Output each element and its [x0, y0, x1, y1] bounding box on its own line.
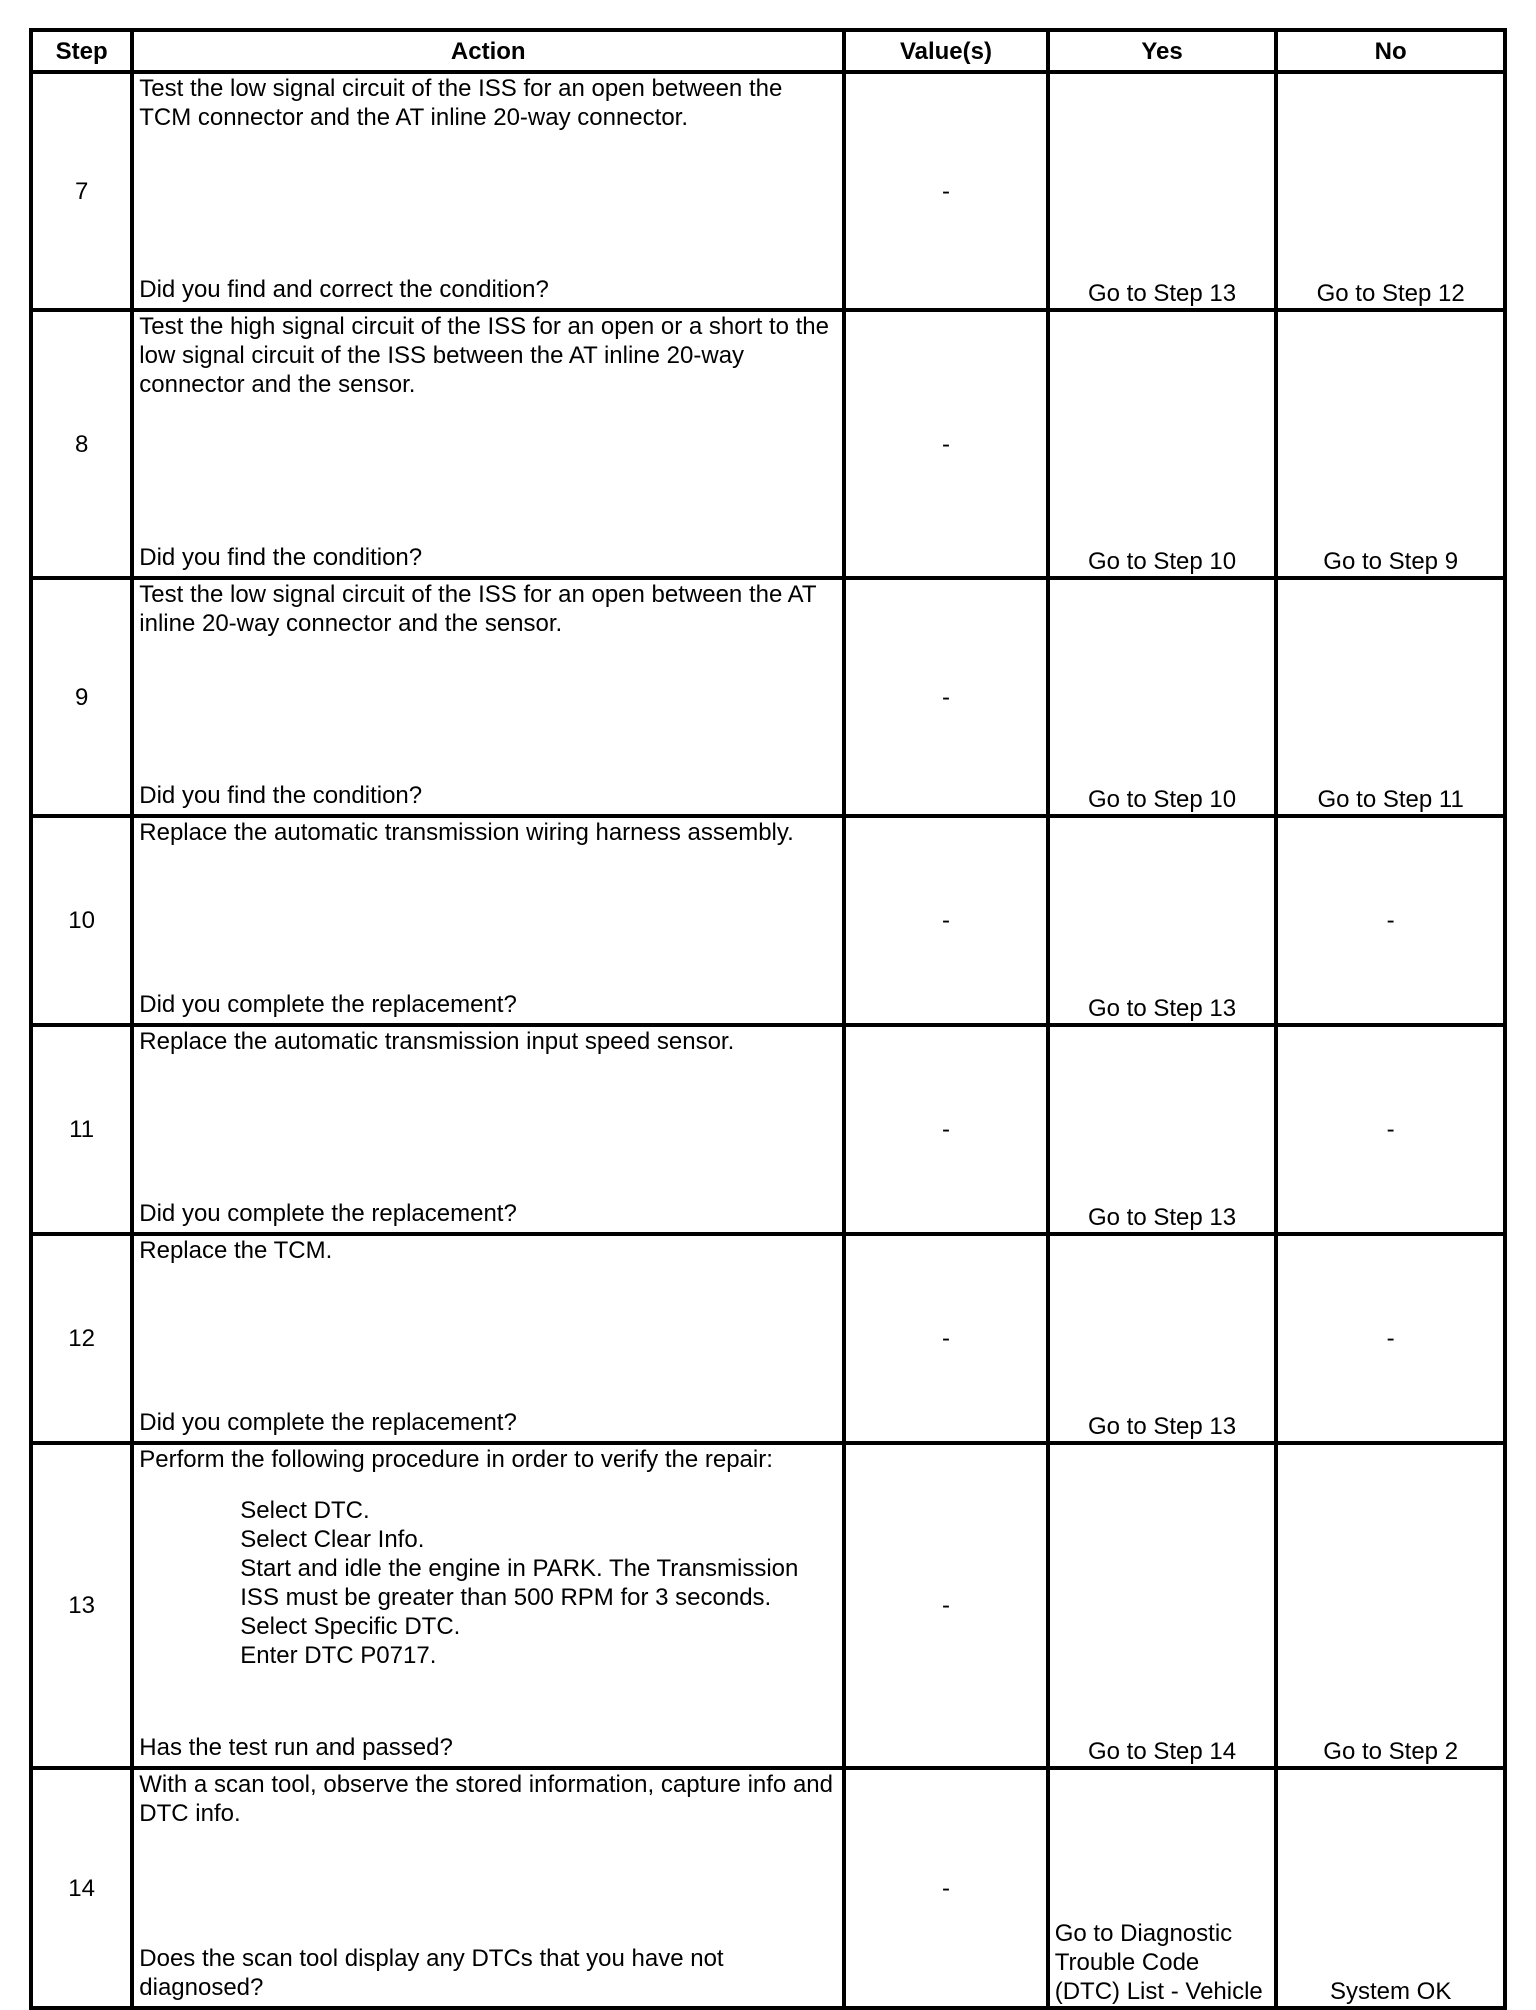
table-row	[31, 1025, 1505, 1234]
substep-item: Select Specific DTC.	[240, 1613, 461, 1640]
substep-item: Select DTC.	[240, 1497, 370, 1524]
value-cell: -	[844, 816, 1048, 1025]
substep-item: Enter DTC P0717.	[240, 1642, 437, 1669]
no-cell: -	[1276, 1025, 1505, 1234]
action-instruction: Test the high signal circuit of the ISS for an open or a short to the low signal circuit of the ISS between the AT inline 20-way connector and the sensor.	[139, 313, 829, 398]
action-instruction: With a scan tool, observe the stored information, capture info and DTC info.	[139, 1771, 833, 1827]
no-cell: Go to Step 12	[1276, 72, 1505, 310]
no-cell: System OK	[1276, 1768, 1505, 2008]
substep-item: Start and idle the engine in PARK. The Transmission ISS must be greater than 500 RPM for 3 seconds.	[240, 1555, 799, 1611]
step-number: 7	[31, 72, 132, 310]
action-cell	[132, 1768, 844, 2008]
table-row	[31, 72, 1505, 310]
yes-cell: Go to Step 10	[1048, 578, 1277, 816]
action-question: Did you complete the replacement?	[139, 991, 517, 1018]
step-number: 8	[31, 310, 132, 578]
action-question: Does the scan tool display any DTCs that you have not diagnosed?	[139, 1945, 724, 2001]
action-cell	[132, 1025, 844, 1234]
action-question: Did you complete the replacement?	[139, 1200, 517, 1227]
yes-cell: Go to Step 13	[1048, 1025, 1277, 1234]
value-cell: -	[844, 72, 1048, 310]
step-number: 11	[31, 1025, 132, 1234]
substep-list	[139, 1496, 837, 1670]
action-instruction: Test the low signal circuit of the ISS for an open between the TCM connector and the AT inline 20-way connector.	[139, 75, 783, 131]
step-number: 10	[31, 816, 132, 1025]
action-question: Did you find the condition?	[139, 544, 423, 571]
action-cell	[132, 72, 844, 310]
no-cell: -	[1276, 1234, 1505, 1443]
table-row	[31, 578, 1505, 816]
header-action: Action	[132, 30, 844, 72]
action-cell	[132, 816, 844, 1025]
diagnostic-table	[29, 28, 1507, 2010]
substep-item: Select Clear Info.	[240, 1526, 425, 1553]
step-number: 12	[31, 1234, 132, 1443]
action-instruction: Replace the TCM.	[139, 1237, 333, 1264]
table-row	[31, 310, 1505, 578]
step-number: 14	[31, 1768, 132, 2008]
step-number: 9	[31, 578, 132, 816]
action-instruction: Replace the automatic transmission input speed sensor.	[139, 1028, 735, 1055]
header-row	[31, 30, 1505, 72]
no-cell: Go to Step 2	[1276, 1443, 1505, 1768]
no-cell: Go to Step 11	[1276, 578, 1505, 816]
value-cell: -	[844, 1234, 1048, 1443]
action-cell	[132, 1234, 844, 1443]
value-cell: -	[844, 1768, 1048, 2008]
action-cell	[132, 578, 844, 816]
yes-cell: Go to Step 13	[1048, 72, 1277, 310]
action-instruction: Replace the automatic transmission wiring harness assembly.	[139, 819, 794, 846]
yes-cell: Go to Step 10	[1048, 310, 1277, 578]
value-cell: -	[844, 1025, 1048, 1234]
table-row	[31, 1768, 1505, 2008]
action-question: Did you find the condition?	[139, 782, 423, 809]
no-cell: -	[1276, 816, 1505, 1025]
action-question: Did you find and correct the condition?	[139, 276, 549, 303]
value-cell: -	[844, 1443, 1048, 1768]
table-row	[31, 1234, 1505, 1443]
yes-cell: Go to Step 13	[1048, 1234, 1277, 1443]
action-question: Did you complete the replacement?	[139, 1409, 517, 1436]
step-number: 13	[31, 1443, 132, 1768]
value-cell: -	[844, 578, 1048, 816]
yes-cell: Go to Step 14	[1048, 1443, 1277, 1768]
table-row	[31, 816, 1505, 1025]
action-cell	[132, 310, 844, 578]
header-values: Value(s)	[844, 30, 1048, 72]
yes-cell: Go to Diagnostic Trouble Code (DTC) List - Vehicle	[1048, 1768, 1277, 2008]
header-yes: Yes	[1048, 30, 1277, 72]
header-step: Step	[31, 30, 132, 72]
yes-cell: Go to Step 13	[1048, 816, 1277, 1025]
action-instruction: Test the low signal circuit of the ISS for an open between the AT inline 20-way connector and the sensor.	[139, 581, 817, 637]
no-cell: Go to Step 9	[1276, 310, 1505, 578]
action-cell	[132, 1443, 844, 1768]
header-no: No	[1276, 30, 1505, 72]
action-instruction: Perform the following procedure in order to verify the repair:	[139, 1446, 773, 1473]
table-row	[31, 1443, 1505, 1768]
action-question: Has the test run and passed?	[139, 1734, 453, 1761]
value-cell: -	[844, 310, 1048, 578]
